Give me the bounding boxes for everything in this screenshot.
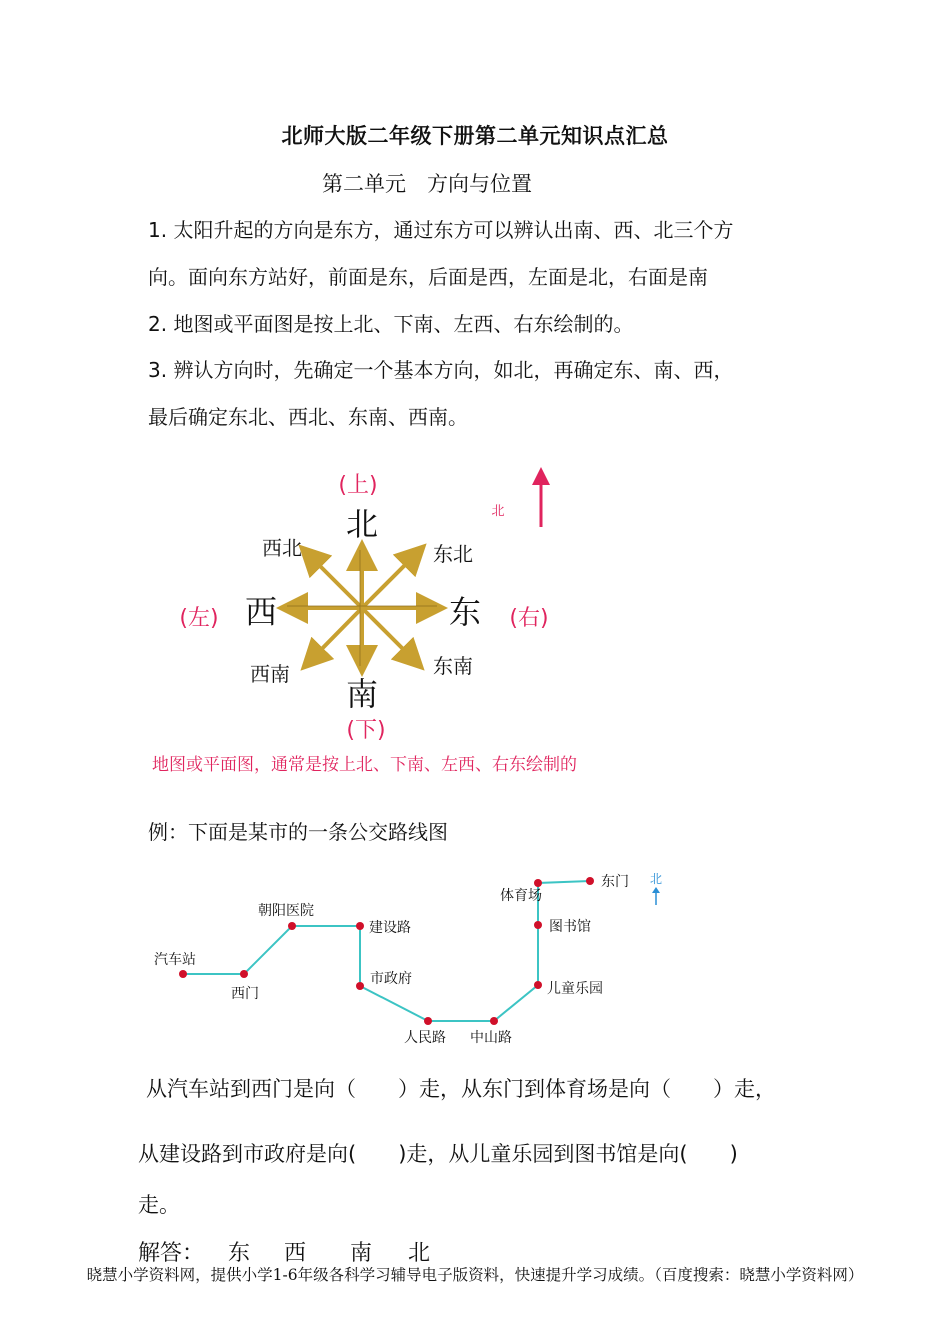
station-label-dongmen: 东门 <box>601 874 629 890</box>
label-southwest: 西南 <box>250 662 290 686</box>
station-dot <box>534 981 542 989</box>
answer-4: 北 <box>408 1241 431 1266</box>
station-dot <box>490 1017 498 1025</box>
page-footer: 晓慧小学资料网，提供小学1-6年级各科学习辅导电子版资料，快速提升学习成绩。（百度搜索：晓慧小学资料网） <box>86 1266 864 1284</box>
station-label-stadium: 体育场 <box>500 888 542 904</box>
bus-map-north-label: 北 <box>649 872 663 886</box>
station-dot <box>240 970 248 978</box>
station-label-bus-station: 汽车站 <box>154 952 196 968</box>
label-northeast: 东北 <box>433 542 473 566</box>
compass-diagram <box>0 455 950 750</box>
label-northwest: 西北 <box>262 536 302 560</box>
question-line-2: 从建设路到市政府是向( )走，从儿童乐园到图书馆是向( ) <box>138 1142 738 1166</box>
station-label-city-government: 市政府 <box>370 971 412 987</box>
arrow-southeast <box>362 608 419 665</box>
station-dot <box>356 922 364 930</box>
station-dot <box>586 877 594 885</box>
answer-3: 南 <box>350 1241 373 1266</box>
point-3-line-2: 最后确定东北、西北、东南、西南。 <box>148 405 468 429</box>
point-2: 2. 地图或平面图是按上北、下南、左西、右东绘制的。 <box>148 312 634 336</box>
station-dot <box>424 1017 432 1025</box>
question-line-3: 走。 <box>138 1193 180 1217</box>
answer-2: 西 <box>284 1241 307 1266</box>
label-south: 南 <box>345 675 379 713</box>
map-note: 地图或平面图，通常是按上北、下南、左西、右东绘制的 <box>152 755 577 775</box>
label-north: 北 <box>345 505 379 543</box>
question-line-1: 从汽车站到西门是向（ ）走，从东门到体育场是向（ ）走， <box>146 1077 776 1101</box>
page-title: 北师大版二年级下册第二单元知识点汇总 <box>281 124 669 148</box>
answer-1: 东 <box>228 1241 251 1266</box>
station-dot <box>179 970 187 978</box>
station-label-zhongshan-road: 中山路 <box>470 1030 512 1046</box>
station-label-jianshe-road: 建设路 <box>369 920 411 936</box>
station-label-library: 图书馆 <box>549 919 591 935</box>
north-indicator-label: 北 <box>491 504 505 519</box>
label-east: 东 <box>448 593 482 631</box>
point-3-line-1: 3. 辨认方向时，先确定一个基本方向，如北，再确定东、南、西， <box>148 358 734 382</box>
station-label-renmin-road: 人民路 <box>404 1030 446 1046</box>
answer-label: 解答： <box>138 1241 205 1266</box>
label-west: 西 <box>244 593 278 631</box>
label-left: (左) <box>179 606 219 631</box>
station-dot <box>288 922 296 930</box>
label-southeast: 东南 <box>433 654 473 678</box>
arrow-northeast <box>362 549 421 608</box>
station-dot <box>534 921 542 929</box>
bus-route-map <box>0 855 950 1055</box>
arrow-northwest <box>304 550 362 608</box>
point-1-line-2: 向。面向东方站好，前面是东，后面是西，左面是北，右面是南 <box>148 265 708 289</box>
point-1-line-1: 1. 太阳升起的方向是东方，通过东方可以辨认出南、西、北三个方 <box>148 218 734 242</box>
station-dot <box>534 879 542 887</box>
example-title: 例：下面是某市的一条公交路线图 <box>148 820 448 844</box>
station-label-ximen: 西门 <box>231 986 259 1002</box>
label-right: (右) <box>509 606 549 631</box>
station-dot <box>356 982 364 990</box>
station-label-chaoyang-hospital: 朝阳医院 <box>258 903 314 919</box>
label-down: (下) <box>346 718 386 743</box>
unit-subtitle: 第二单元 方向与位置 <box>322 172 532 196</box>
label-up: (上) <box>338 473 378 498</box>
arrow-southwest <box>306 608 362 665</box>
station-label-childrens-park: 儿童乐园 <box>547 981 603 997</box>
